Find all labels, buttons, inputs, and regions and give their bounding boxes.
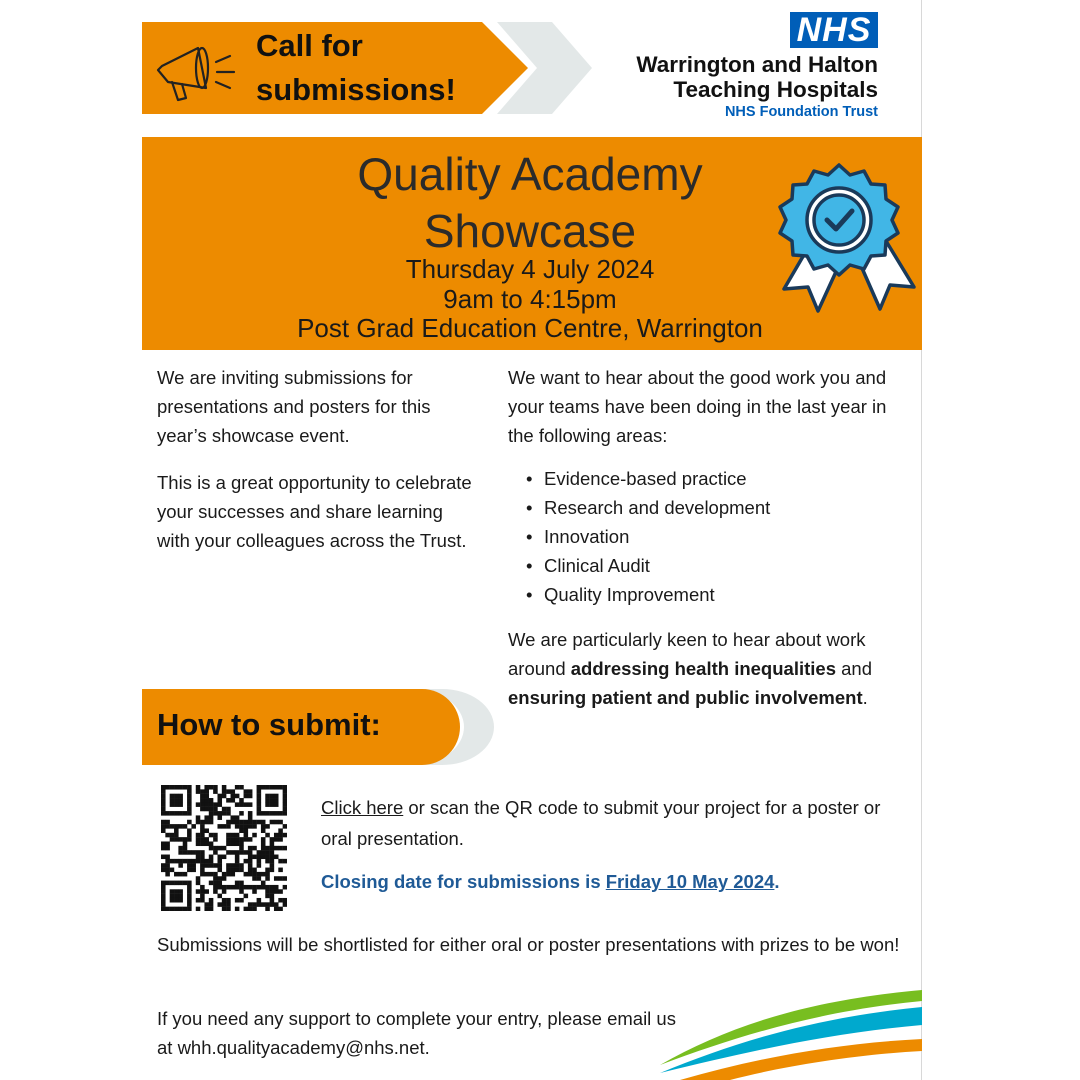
trust-subtitle: NHS Foundation Trust	[724, 104, 878, 120]
submit-rest: or scan the QR code to submit your project for a poster or oral presentation.	[321, 797, 881, 849]
list-item: • Innovation	[544, 522, 908, 551]
trust-name	[636, 52, 878, 102]
event-date: Thursday 4 July 2024	[405, 254, 655, 284]
how-to-submit-heading: How to submit:	[157, 707, 381, 742]
areas-list	[508, 464, 908, 609]
click-here-link[interactable]: Click here	[321, 797, 404, 818]
closing-pre: Closing date for submissions is	[321, 871, 606, 892]
shortlist-paragraph: Submissions will be shortlisted for either oral or poster presentations with prizes to be won!	[157, 934, 900, 955]
intro-column	[157, 363, 477, 555]
event-title-line2: Showcase	[423, 205, 637, 257]
call-for-submissions-banner	[142, 22, 528, 114]
how-to-submit-banner	[142, 689, 494, 765]
keen-bold-2: ensuring patient and public involvement	[508, 687, 863, 708]
qr-code[interactable]	[161, 785, 287, 911]
closing-date-link[interactable]: Friday 10 May 2024	[605, 871, 775, 892]
banner-line1: Call for	[256, 28, 363, 63]
list-item: • Evidence-based practice	[544, 464, 908, 493]
megaphone-icon	[154, 40, 240, 102]
list-item: • Quality Improvement	[544, 580, 908, 609]
award-badge-icon	[774, 159, 924, 329]
nhs-logo: NHS	[790, 12, 878, 48]
list-item: • Clinical Audit	[544, 551, 908, 580]
keen-end: .	[862, 687, 868, 708]
closing-end: .	[774, 871, 780, 892]
trust-line1: Warrington and Halton	[636, 52, 878, 77]
support-paragraph: If you need any support to complete your entry, please email us at whh.qualityacademy@nhs.net.	[157, 1008, 676, 1058]
decorative-waves	[640, 985, 922, 1080]
closing-date	[321, 871, 780, 893]
areas-intro: We want to hear about the good work you and your teams have been doing in the last year in the following areas:	[508, 367, 887, 446]
keen-paragraph	[508, 625, 908, 712]
keen-mid: and	[835, 658, 872, 679]
event-title-block	[142, 137, 922, 350]
event-title-line1: Quality Academy	[357, 148, 703, 200]
banner-text	[256, 24, 456, 112]
submit-instructions	[321, 792, 901, 854]
event-time: 9am to 4:15pm	[443, 283, 617, 314]
list-item: • Research and development	[544, 493, 908, 522]
banner-line2: submissions!	[256, 72, 456, 107]
keen-pre: We are particularly keen to hear about work around	[508, 629, 866, 679]
areas-column	[508, 363, 908, 712]
intro-paragraph-2: This is a great opportunity to celebrate your successes and share learning with your colleagues across the Trust.	[157, 472, 472, 551]
event-venue: Post Grad Education Centre, Warrington	[297, 313, 763, 343]
trust-line2: Teaching Hospitals	[673, 77, 878, 102]
keen-bold-1: addressing health inequalities	[570, 658, 836, 679]
intro-paragraph-1: We are inviting submissions for presentations and posters for this year’s showcase event.	[157, 367, 431, 446]
